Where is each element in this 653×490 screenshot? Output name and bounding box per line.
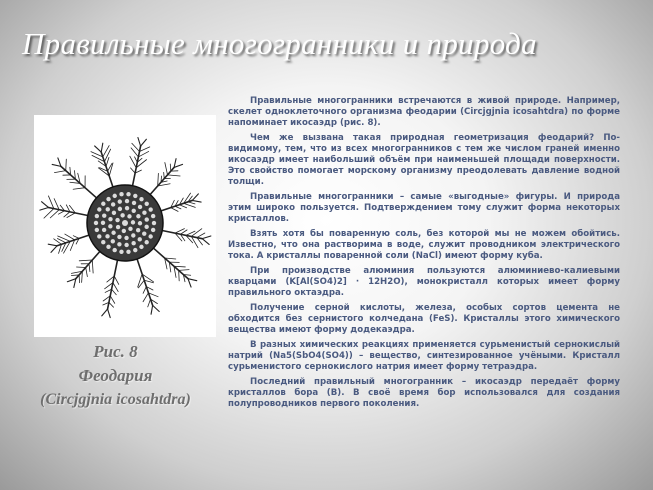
feodaria-illustration — [34, 115, 216, 337]
figure-caption — [8, 340, 223, 412]
paragraph-8: Последний правильный многогранник – икосаэдр передаёт форму кристаллов бора (B). В своё время бор использовался для создания полупроводников первого поколения. — [228, 377, 620, 409]
caption-organism-name: Феодария — [78, 366, 153, 385]
caption-latin-name: (Circjgjnia icosahtdra) — [40, 391, 191, 408]
paragraph-3: Правильные многогранники – самые «выгодные» фигуры. И природа этим широко пользуется. Подтверждением тому служит форма некоторых кристаллов. — [228, 192, 620, 224]
paragraph-4: Взять хотя бы поваренную соль, без которой мы не можем обойтись. Известно, что она растворима в воде, служит проводником электрического тока. А кристаллы поваренной соли (NaCl) имеют форму куба. — [228, 229, 620, 261]
paragraph-5: При производстве алюминия пользуются алюминиево-калиевыми кварцами (K[Al(SO4)2] · 12H2O), монокристалл которых имеет форму правильного октаэдра. — [228, 266, 620, 298]
paragraph-1: Правильные многогранники встречаются в живой природе. Например, скелет одноклеточного организма феодарии (Circjgjnia icosahtdra) по форме напоминает икосаэдр (рис. 8). — [228, 96, 620, 128]
body-text — [228, 96, 620, 414]
paragraph-6: Получение серной кислоты, железа, особых сортов цемента не обходится без сернистого колчедана (FeS). Кристаллы этого химического вещества имеют форму додекаэдра. — [228, 303, 620, 335]
slide-title: Правильные многогранники и природа — [22, 26, 537, 61]
paragraph-2: Чем же вызвана такая природная геометризация феодарий? По-видимому, тем, что из всех многогранников с тем же числом граней именно икосаэдр имеет наибольший объём при наименьшей площади поверхности. Это свойство помогает морскому организму преодолевать давление водной толщи. — [228, 133, 620, 187]
paragraph-7: В разных химических реакциях применяется сурьменистый сернокислый натрий (Na5(SbO4(SO4)) – вещество, синтезированное учёными. Кристалл сурьменистого сернокислого натрия имеет форму тетраэдра. — [228, 340, 620, 372]
caption-figure-number: Рис. 8 — [93, 342, 138, 361]
radiolarian-drawing — [34, 115, 216, 337]
